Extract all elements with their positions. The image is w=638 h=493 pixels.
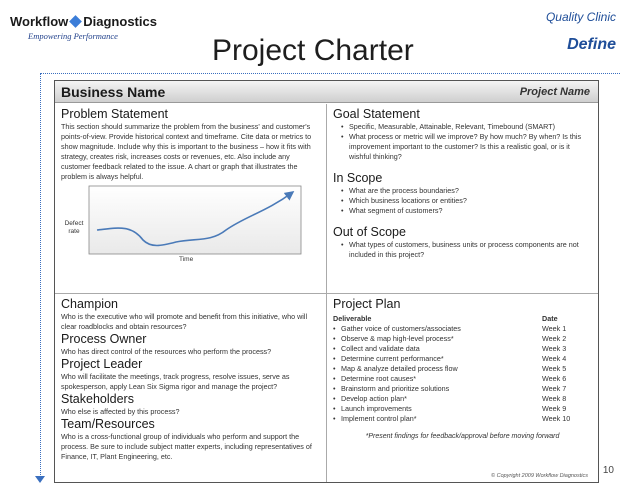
problem-statement-title: Problem Statement (61, 107, 168, 121)
deliverable-cell: • Develop action plan* (333, 394, 542, 404)
project-plan-table (333, 314, 592, 424)
approval-note: *Present findings for feedback/approval before moving forward (365, 433, 560, 440)
phase-label: Define (567, 36, 616, 53)
top-divider (40, 73, 620, 74)
problem-statement-section (55, 104, 327, 294)
project-plan-section (327, 294, 598, 482)
date-cell: Week 3 (542, 344, 567, 353)
list-item: • Which business locations or entities? (341, 196, 592, 206)
deliverable-cell: • Implement control plan* (333, 414, 542, 424)
date-header: Date (542, 314, 558, 323)
charter-header (55, 81, 598, 103)
defect-rate-chart-svg (61, 184, 316, 266)
date-cell: Week 2 (542, 334, 567, 343)
out-of-scope-bullets (333, 240, 592, 260)
team-resources-title: Team/Resources (61, 417, 155, 431)
table-row (333, 344, 592, 354)
deliverable-cell: • Determine current performance* (333, 354, 542, 364)
date-cell: Week 5 (542, 364, 567, 373)
deliverable-cell: • Map & analyze detailed process flow (333, 364, 542, 374)
logo-diamond-icon (69, 15, 82, 28)
goal-scope-section (327, 104, 598, 294)
list-item: • What types of customers, business units or process components are not included in this project? (341, 240, 592, 260)
list-item: • Specific, Measurable, Attainable, Relevant, Timebound (SMART) (341, 122, 592, 132)
list-item: • What process or metric will we improve? By how much? By when? Is this improvement important to the customer? Is this a realistic goal, or is it wishful thinking? (341, 132, 592, 162)
goal-bullets (333, 122, 592, 162)
project-leader-text: Who will facilitate the meetings, track progress, resolve issues, serve as spokesperson, apply Lean Six Sigma rigor and manage the project? (61, 372, 290, 391)
roles-section (55, 294, 327, 482)
list-item: • What segment of customers? (341, 206, 592, 216)
process-owner-title: Process Owner (61, 332, 147, 346)
project-charter (54, 80, 599, 483)
table-row (333, 414, 592, 424)
chart-x-label: Time (179, 256, 194, 263)
company-logo (10, 14, 160, 41)
project-leader-title: Project Leader (61, 357, 143, 371)
defect-rate-chart (61, 184, 316, 266)
table-row (333, 324, 592, 334)
page-title: Project Charter (212, 34, 414, 67)
project-name: Project Name (519, 85, 590, 98)
in-scope-bullets (333, 186, 592, 216)
chart-plot-area (89, 186, 301, 254)
table-row (333, 374, 592, 384)
table-row (333, 334, 592, 344)
stakeholders-text: Who else is affected by this process? (61, 407, 180, 416)
logo-tagline: Empowering Performance (28, 31, 118, 41)
deliverable-cell: • Launch improvements (333, 404, 542, 414)
date-cell: Week 1 (542, 324, 567, 333)
table-header-row (333, 314, 592, 324)
logo-brand-right: Diagnostics (83, 14, 157, 29)
team-resources-text: Who is a cross-functional group of individuals who perform and support the process. Be sure to include subject matter experts, including representatives of Finance, IT, Plant Engineering, etc. (61, 432, 312, 461)
date-cell: Week 6 (542, 374, 567, 383)
table-row (333, 394, 592, 404)
chart-y-label: Defect rate (64, 220, 84, 235)
deliverable-cell: • Brainstorm and prioritize solutions (333, 384, 542, 394)
logo-brand-left: Workflow (10, 14, 69, 29)
project-plan-title: Project Plan (333, 297, 401, 311)
problem-statement-text: This section should summarize the problem from the business' and customer's points-of-view. Provide historical context and timeframe. Cite data or metrics to show magnitude. Include why this is important to the business – how it fits with strategy, creates risk, increases costs or revenues, etc. Also include any customer feedback related to the issue. A chart or graph that illustrates the problem is always helpful. (61, 122, 312, 181)
date-cell: Week 10 (542, 414, 571, 423)
deliverable-cell: • Collect and validate data (333, 344, 542, 354)
date-cell: Week 4 (542, 354, 567, 363)
down-arrow-icon (35, 476, 45, 483)
process-owner-text: Who has direct control of the resources who perform the process? (61, 347, 272, 356)
date-cell: Week 7 (542, 384, 567, 393)
page-number: 10 (602, 465, 614, 476)
deliverable-cell: • Observe & map high-level process* (333, 334, 542, 344)
out-of-scope-title: Out of Scope (333, 225, 406, 239)
quality-clinic-label: Quality Clinic (545, 10, 616, 24)
table-row (333, 384, 592, 394)
deliverable-cell: • Gather voice of customers/associates (333, 324, 542, 334)
deliverable-cell: • Determine root causes* (333, 374, 542, 384)
table-row (333, 354, 592, 364)
goal-statement-title: Goal Statement (333, 107, 420, 121)
business-name: Business Name (61, 83, 166, 100)
date-cell: Week 9 (542, 404, 567, 413)
champion-title: Champion (61, 297, 118, 311)
stakeholders-title: Stakeholders (61, 392, 134, 406)
list-item: • What are the process boundaries? (341, 186, 592, 196)
table-row (333, 364, 592, 374)
date-cell: Week 8 (542, 394, 567, 403)
table-row (333, 404, 592, 414)
logo-wordmark (10, 14, 160, 29)
copyright-text: © Copyright 2009 Workflow Diagnostics (491, 473, 588, 479)
deliverable-header: Deliverable (333, 314, 372, 323)
left-divider (40, 73, 41, 481)
champion-text: Who is the executive who will promote and benefit from this initiative, who will clear roadblocks and obtain resources? (61, 312, 308, 331)
in-scope-title: In Scope (333, 171, 383, 185)
